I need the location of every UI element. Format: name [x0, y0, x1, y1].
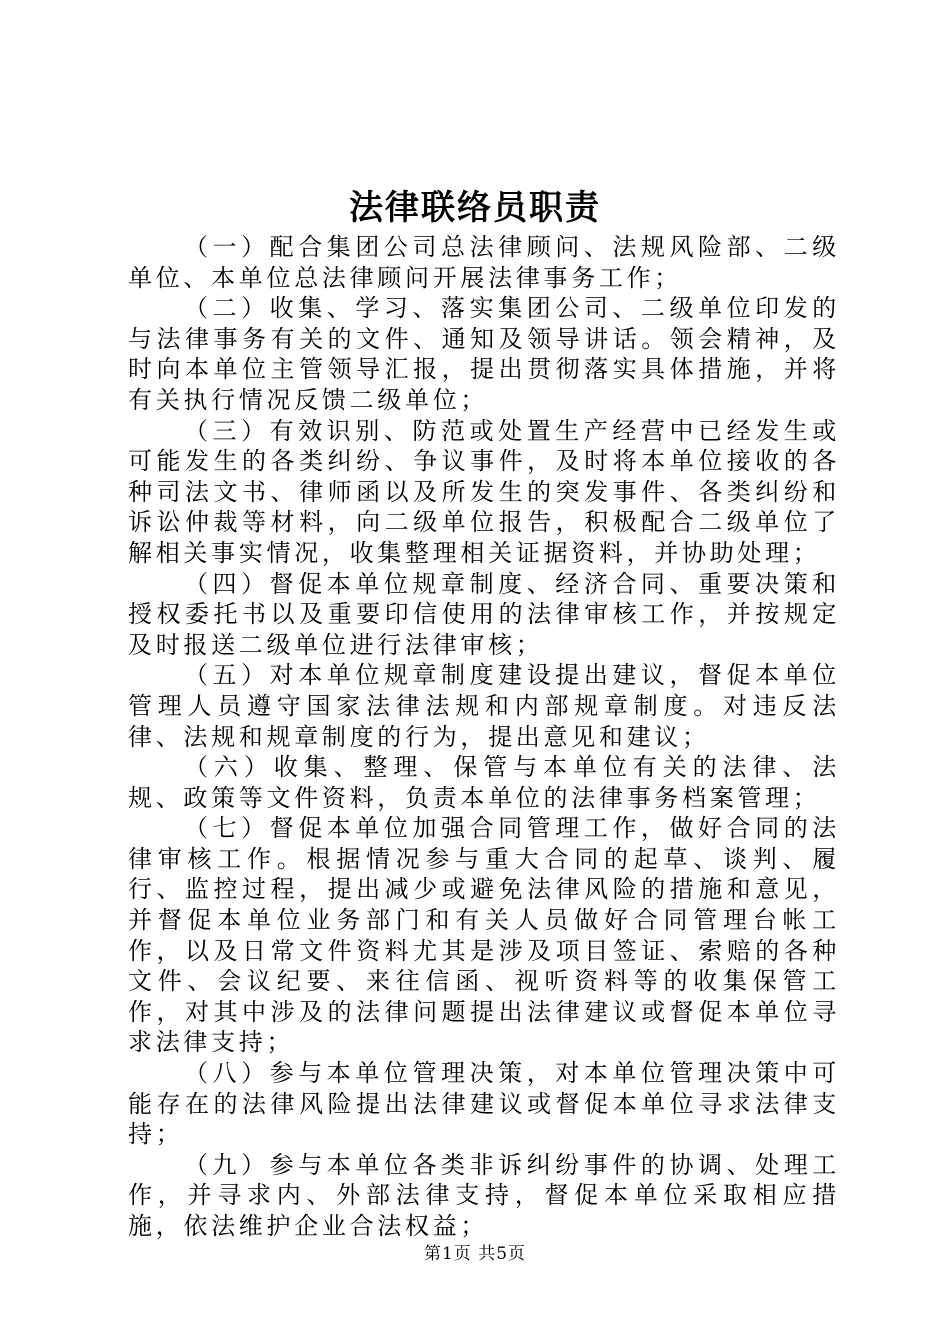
- paragraph-2: （二）收集、学习、落实集团公司、二级单位印发的与法律事务有关的文件、通知及领导讲话。领会精神，及时向本单位主管领导汇报，提出贯彻落实具体措施，并将有关执行情况反馈二级单位；: [128, 294, 840, 414]
- paragraph-3: （三）有效识别、防范或处置生产经营中已经发生或可能发生的各类纠纷、争议事件，及时将本单位接收的各种司法文书、律师函以及所发生的突发事件、各类纠纷和诉讼仲裁等材料，向二级单位报告，积极配合二级单位了解相关事实情况，收集整理相关证据资料，并协助处理；: [128, 416, 840, 567]
- paragraph-4: （四）督促本单位规章制度、经济合同、重要决策和授权委托书以及重要印信使用的法律审核工作，并按规定及时报送二级单位进行法律审核；: [128, 569, 840, 659]
- document-title: 法律联络员职责: [349, 188, 601, 228]
- page-footer: 第1页 共5页: [423, 1244, 527, 1264]
- document-body: [128, 232, 840, 1242]
- paragraph-7: （七）督促本单位加强合同管理工作，做好合同的法律审核工作。根据情况参与重大合同的起草、谈判、履行、监控过程，提出减少或避免法律风险的措施和意见，并督促本单位业务部门和有关人员做好合同管理台帐工作，以及日常文件资料尤其是涉及项目签证、索赔的各种文件、会议纪要、来往信函、视听资料等的收集保管工作，对其中涉及的法律问题提出法律建议或督促本单位寻求法律支持；: [128, 814, 840, 1057]
- paragraph-9: （九）参与本单位各类非诉纠纷事件的协调、处理工作，并寻求内、外部法律支持，督促本单位采取相应措施，依法维护企业合法权益；: [128, 1150, 840, 1240]
- paragraph-1: （一）配合集团公司总法律顾问、法规风险部、二级单位、本单位总法律顾问开展法律事务工作；: [128, 233, 840, 292]
- paragraph-6: （六）收集、整理、保管与本单位有关的法律、法规、政策等文件资料，负责本单位的法律事务档案管理；: [128, 753, 840, 812]
- paragraph-5: （五）对本单位规章制度建设提出建议，督促本单位管理人员遵守国家法律法规和内部规章制度。对违反法律、法规和规章制度的行为，提出意见和建议；: [128, 661, 840, 751]
- paragraph-8: （八）参与本单位管理决策，对本单位管理决策中可能存在的法律风险提出法律建议或督促本单位寻求法律支持；: [128, 1059, 840, 1149]
